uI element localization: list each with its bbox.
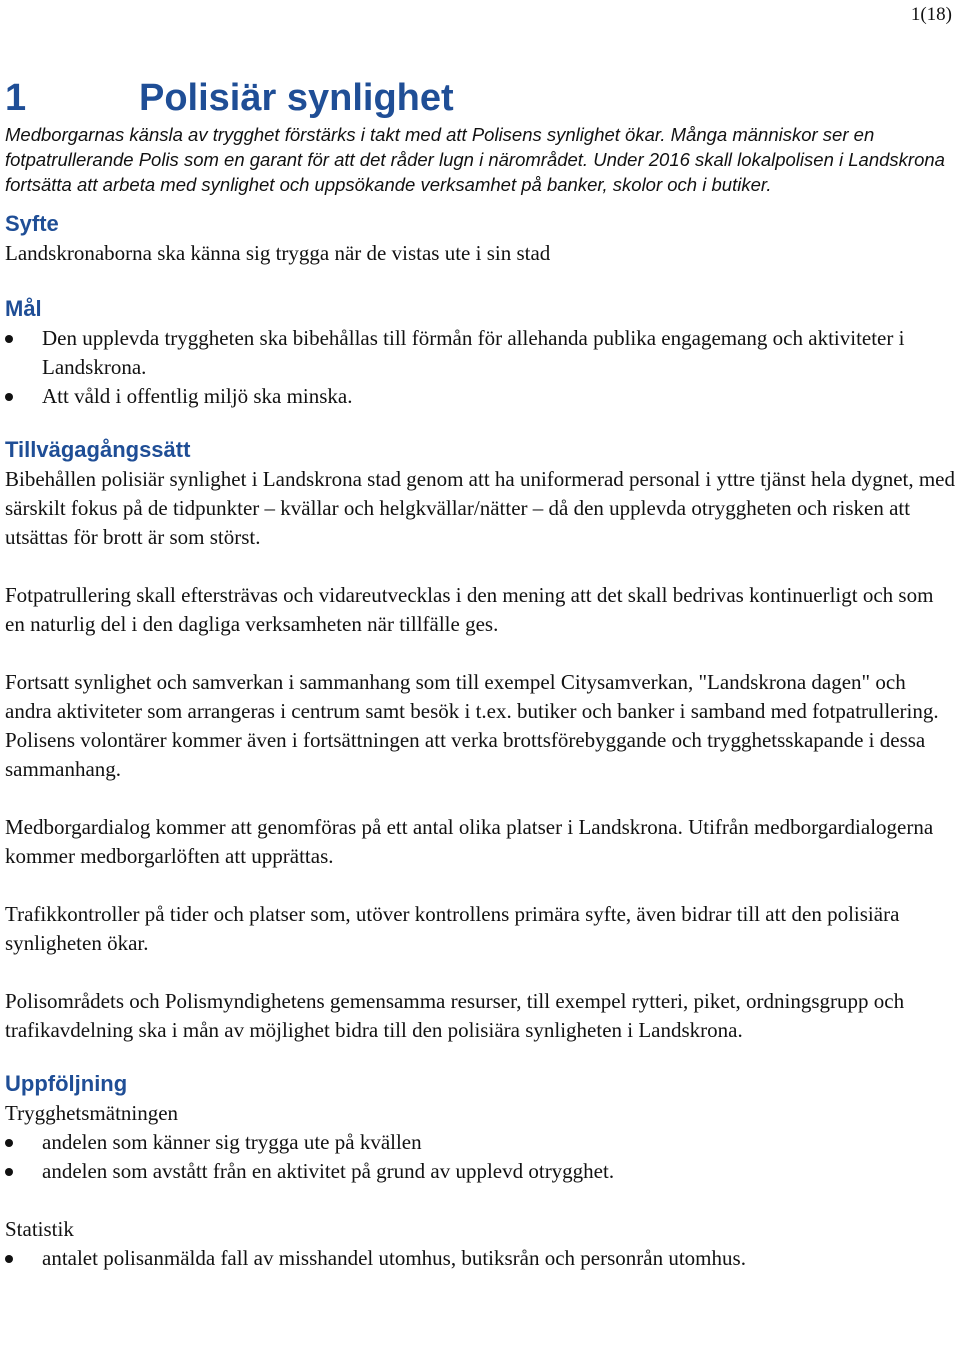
page-number: 1(18): [910, 4, 952, 25]
list-item-text: Att våld i offentlig miljö ska minska.: [42, 384, 353, 408]
subheading-statistik: Statistik: [5, 1217, 74, 1241]
bullet-icon: [5, 1139, 13, 1147]
syfte-text: Landskronaborna ska känna sig trygga när de vistas ute i sin stad: [5, 241, 551, 265]
list-item-text: Den upplevda tryggheten ska bibehållas till förmån för allehanda publika engagemang och aktiviteter i Landskrona.: [42, 326, 905, 379]
bullet-icon: [5, 335, 13, 343]
paragraph: Bibehållen polisiär synlighet i Landskrona stad genom att ha uniformerad personal i yttre tjänst hela dygnet, med särskilt fokus på de tidpunkter – kvällar och helgkvällar/nätter – då den upplevda otryggheten och risken att utsättas för brott är som störst.: [5, 467, 956, 549]
paragraph: Fortsatt synlighet och samverkan i sammanhang som till exempel Citysamverkan, "Landskrona dagen" och andra aktiviteter som arrangeras i centrum samt besök i t.ex. butiker och banker i samband med fotpatrullering. Polisens volontärer kommer även i fortsättningen att verka brottsförebyggande och trygghetsskapande i dessa sammanhang.: [5, 670, 939, 781]
list-item: [5, 1244, 957, 1273]
list-item: [5, 324, 957, 382]
uppfoljning-list-2: [5, 1244, 957, 1273]
list-item: [5, 382, 957, 411]
chapter-title-text: Polisiär synlighet: [139, 77, 454, 119]
chapter-title: [5, 76, 957, 120]
section-heading-uppfoljning: Uppföljning: [5, 1071, 128, 1096]
document-body: [5, 76, 957, 1273]
intro-paragraph: Medborgarnas känsla av trygghet förstärks i takt med att Polisens synlighet ökar. Många människor ser en fotpatrullerande Polis som en garant för att det råder lugn i närområdet. Under 2016 skall lokalpolisen i Landskrona fortsätta att arbeta med synlighet och uppsökande verksamhet på banker, skolor och i butiker.: [5, 124, 945, 195]
chapter-number: 1: [5, 77, 27, 119]
paragraph: Polisområdets och Polismyndighetens gemensamma resurser, till exempel rytteri, piket, ordningsgrupp och trafikavdelning ska i mån av möjlighet bidra till den polisiära synligheten i Landskrona.: [5, 989, 905, 1042]
bullet-icon: [5, 393, 13, 401]
section-heading-mal: Mål: [5, 296, 42, 321]
section-heading-tillvagagangssatt: Tillvägagångssätt: [5, 437, 191, 462]
paragraph: Medborgardialog kommer att genomföras på ett antal olika platser i Landskrona. Utifrån medborgardialogerna kommer medborgarlöften att upprättas.: [5, 815, 934, 868]
list-item-text: andelen som avstått från en aktivitet på grund av upplevd otrygghet.: [42, 1159, 615, 1183]
bullet-icon: [5, 1255, 13, 1263]
paragraph: Trafikkontroller på tider och platser som, utöver kontrollens primära syfte, även bidrar till att den polisiära synligheten ökar.: [5, 902, 900, 955]
uppfoljning-list-1: [5, 1128, 957, 1186]
list-item: [5, 1157, 957, 1186]
subheading-trygghetsmatningen: Trygghetsmätningen: [5, 1101, 179, 1125]
section-heading-syfte: Syfte: [5, 211, 59, 236]
bullet-icon: [5, 1168, 13, 1176]
list-item-text: andelen som känner sig trygga ute på kvällen: [42, 1130, 422, 1154]
list-item: [5, 1128, 957, 1157]
paragraph: Fotpatrullering skall eftersträvas och vidareutvecklas i den mening att det skall bedrivas kontinuerligt och som en naturlig del i den dagliga verksamheten när tillfälle ges.: [5, 583, 934, 636]
list-item-text: antalet polisanmälda fall av misshandel utomhus, butiksrån och personrån utomhus.: [42, 1246, 746, 1270]
mal-list: [5, 324, 957, 411]
